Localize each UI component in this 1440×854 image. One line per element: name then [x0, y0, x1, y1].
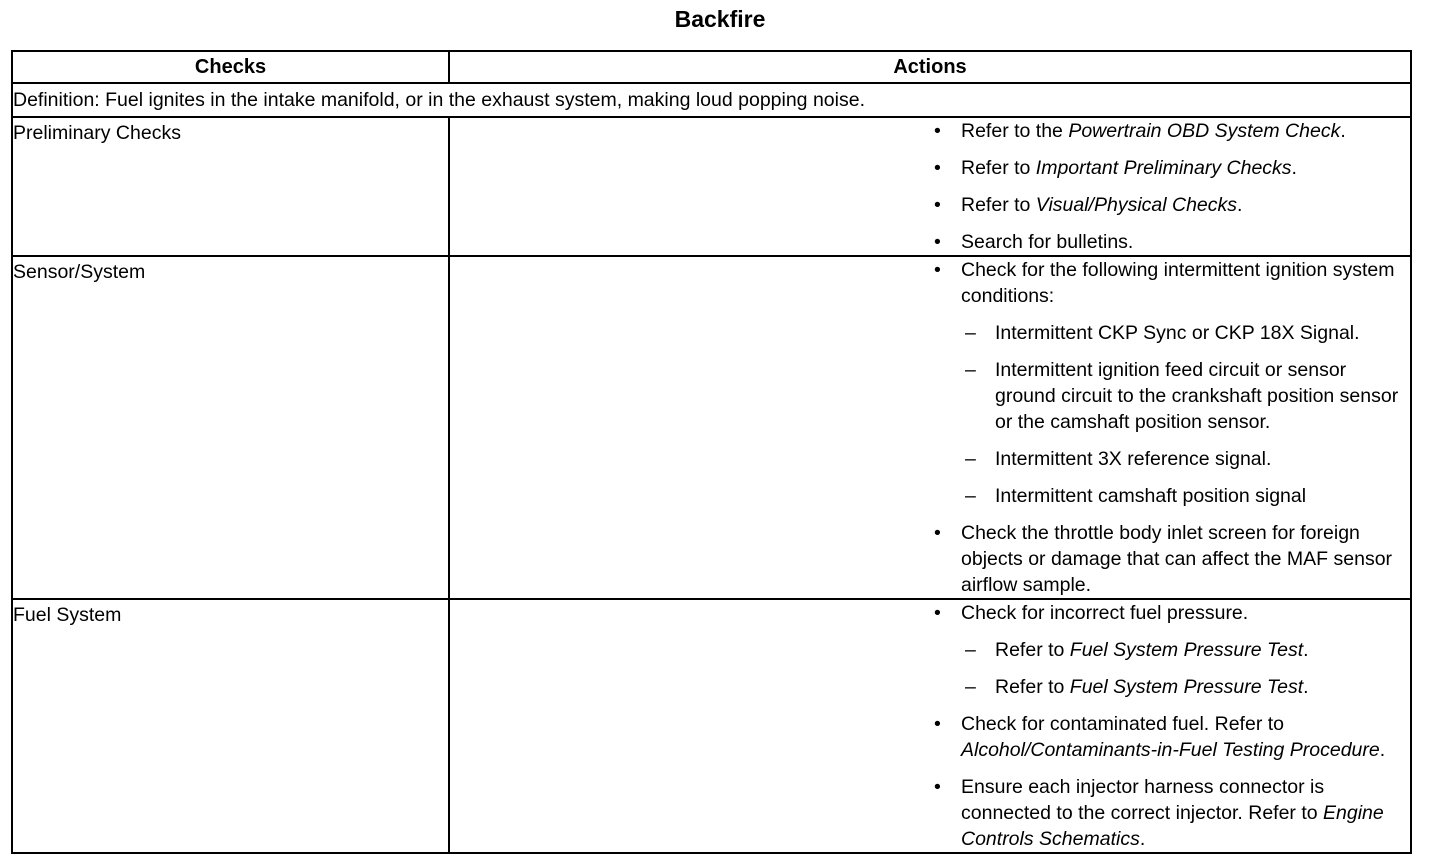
- bullet-icon: •: [934, 194, 941, 216]
- list-item: • Check for incorrect fuel pressure.: [934, 602, 1249, 624]
- page-title: Backfire: [674, 6, 766, 32]
- actions-cell: [449, 256, 1411, 599]
- definition-text: Definition: Fuel ignites in the intake manifold, or in the exhaust system, making loud popping noise.: [12, 83, 1411, 117]
- check-name: Sensor/System: [12, 256, 449, 599]
- header-row: [12, 51, 1411, 83]
- list-subitem: – Intermittent camshaft position signal: [965, 485, 1307, 507]
- list-subitem: – Intermittent 3X reference signal.: [965, 448, 1272, 470]
- list-item: • Check for contaminated fuel. Refer to Alcohol/Contaminants-in-Fuel Testing Procedure.: [934, 713, 1386, 761]
- list-item: • Check for the following intermittent ignition system conditions:: [934, 259, 1395, 307]
- list-item: • Check the throttle body inlet screen for foreign objects or damage that can affect the MAF sensor airflow sample.: [934, 522, 1393, 596]
- definition-row: [12, 83, 1411, 117]
- actions-cell: [449, 599, 1411, 853]
- dash-icon: –: [965, 322, 976, 344]
- table-row: [12, 256, 1411, 599]
- table-row: [12, 599, 1411, 853]
- list-item: • Refer to Important Preliminary Checks.: [934, 157, 1297, 179]
- bullet-icon: •: [934, 602, 941, 624]
- list-subitem: – Refer to Fuel System Pressure Test.: [965, 639, 1309, 661]
- list-item: • Ensure each injector harness connector is connected to the correct injector. Refer to Engine Controls Schematics.: [934, 776, 1384, 850]
- dash-icon: –: [965, 359, 976, 381]
- list-item: • Refer to Visual/Physical Checks.: [934, 194, 1243, 216]
- check-name: Fuel System: [12, 599, 449, 853]
- dash-icon: –: [965, 676, 976, 698]
- bullet-icon: •: [934, 776, 941, 798]
- dash-icon: –: [965, 448, 976, 470]
- bullet-icon: •: [934, 522, 941, 544]
- check-name: Preliminary Checks: [12, 117, 449, 256]
- dash-icon: –: [965, 639, 976, 661]
- bullet-icon: •: [934, 259, 941, 281]
- checks-column-header: Checks: [12, 51, 449, 83]
- actions-cell: [449, 117, 1411, 256]
- actions-column-header: Actions: [449, 51, 1411, 83]
- list-item: • Search for bulletins.: [934, 231, 1134, 253]
- list-subitem: – Intermittent CKP Sync or CKP 18X Signal.: [965, 322, 1360, 344]
- checks-table: [11, 50, 1412, 854]
- bullet-icon: •: [934, 231, 941, 253]
- bullet-icon: •: [934, 157, 941, 179]
- bullet-icon: •: [934, 120, 941, 142]
- list-subitem: – Intermittent ignition feed circuit or sensor ground circuit to the crankshaft position sensor or the camshaft position sensor.: [965, 359, 1399, 433]
- list-subitem: – Refer to Fuel System Pressure Test.: [965, 676, 1309, 698]
- list-item: • Refer to the Powertrain OBD System Check.: [934, 120, 1346, 142]
- table-row: [12, 117, 1411, 256]
- dash-icon: –: [965, 485, 976, 507]
- bullet-icon: •: [934, 713, 941, 735]
